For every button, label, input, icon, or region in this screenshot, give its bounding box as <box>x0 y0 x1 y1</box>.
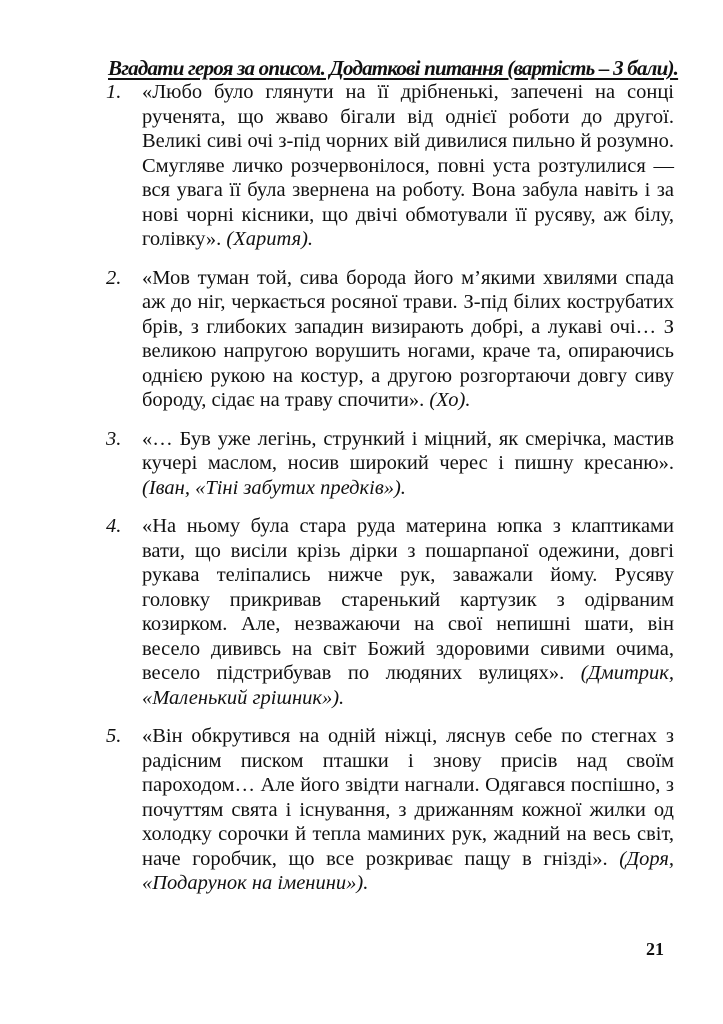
answer-source: (Доря, «Подарунок на іменини»). <box>142 847 674 894</box>
question-text: «На ньому була стара руда материна юпка з клаптиками вати, що висіли крізь дірки з пошарпаної одежини, довгі рукава теліпались нижче рук, заважали йому. Русяву головку прикривав старенький картузик з одірваним козирком. Але, незважаючи на свої непишні шати, він весело дививсь на світ Божий здоровими сивими очима, весело підстрибував по людяних вулицях». <box>142 515 674 684</box>
question-item-2 <box>106 266 674 413</box>
question-number: 1. <box>106 81 122 103</box>
answer-source: (Іван, «Тіні забутих предків»). <box>142 476 406 499</box>
question-item-1 <box>106 80 674 252</box>
question-item-4 <box>106 514 674 710</box>
page-number: 21 <box>646 939 664 959</box>
question-number: 5. <box>106 725 122 747</box>
question-text: «Він обкрутився на одній ніжці, ляснув себе по стегнах з радісним писком пташки і знову присів над своїм пароходом… Але його звідти нагнали. Одягався поспішно, з почуттям свята і існування, з дрижанням кожної жилки од холодку сорочки й тепла маминих рук, жадний на весь світ, наче горобчик, що все розкриває пащу в гнізді». <box>142 725 674 870</box>
section-heading: Вгадати героя за описом. Додаткові питання (вартість – 3 бали). <box>108 56 679 80</box>
answer-source: (Хо). <box>429 389 471 411</box>
question-item-5 <box>106 724 674 896</box>
question-list <box>106 80 674 910</box>
answer-source: (Харитя). <box>226 228 314 250</box>
answer-source: (Дмитрик, «Маленький грішник»). <box>142 662 674 709</box>
question-number: 3. <box>106 427 122 450</box>
question-text: «… Був уже легінь, стрункий і міцний, як смерічка, мастив кучері маслом, носив широкий черес і пишну кресаню». <box>142 427 674 474</box>
question-number: 2. <box>106 266 122 289</box>
question-number: 4. <box>106 515 122 537</box>
question-text: «Мов туман той, сива борода його м’якими хвилями спада аж до ніг, черкається росяної трави. З-під білих кострубатих брів, з глибоких западин визирають добрі, а лукаві очі… З великою напругою ворушить ногами, краче та, опираючись однією рукою на костур, а другою розгортаючи довгу сиву бороду, сідає на траву спочити». <box>142 266 674 411</box>
question-item-3 <box>106 427 674 501</box>
question-text: «Любо було глянути на її дрібненькі, запечені на сонці рученята, що жваво бігали від однієї роботи до другої. Великі сиві очі з-під чорних вій дивилися пильно й розумно. Смугляве личко розчервонілося, повні уста розтулилися — вся увага її була звернена на роботу. Вона забула навіть і за нові чорні кісники, що двічі обмотували її русяву, аж білу, голівку». <box>142 81 674 250</box>
